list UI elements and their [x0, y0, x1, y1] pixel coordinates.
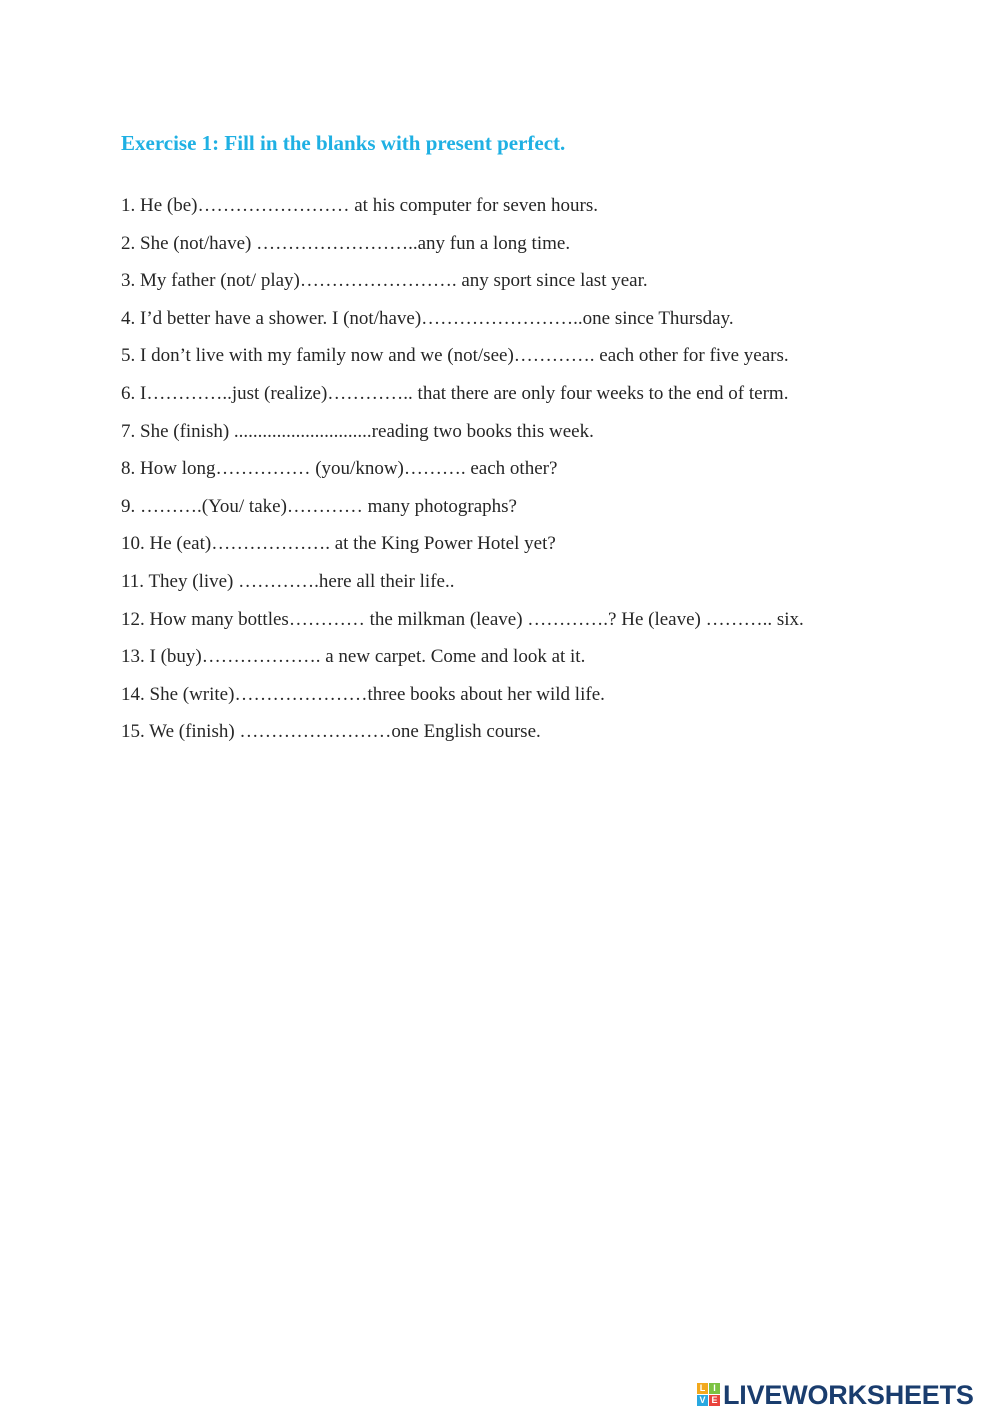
question-1: 1. He (be)…………………… at his computer for seven hours.: [121, 195, 599, 216]
question-10: 10. He (eat)………………. at the King Power Hotel yet?: [121, 533, 556, 555]
question-15: 15. We (finish) ……………………one English course.: [121, 721, 541, 743]
question-13: 13. I (buy)………………. a new carpet. Come and look at it.: [121, 646, 586, 668]
logo-text: LIVEWORKSHEETS: [723, 1379, 974, 1410]
question-7: 7. She (finish) .............................reading two books this week.: [121, 420, 594, 442]
logo-block-v: V: [697, 1395, 708, 1406]
question-2: 2. She (not/have) ……………………..any fun a long time.: [121, 232, 571, 254]
question-9: 9. ……….(You/ take)………… many photographs?: [121, 495, 517, 517]
question-11: 11. They (live) ………….here all their life..: [121, 570, 455, 592]
question-list: [121, 187, 879, 751]
exercise-title: Exercise 1: Fill in the blanks with present perfect.: [121, 131, 566, 155]
question-4: 4. I’d better have a shower. I (not/have)……………………..one since Thursday.: [121, 307, 734, 329]
question-14: 14. She (write)…………………three books about her wild life.: [121, 683, 605, 705]
question-3: 3. My father (not/ play)……………………. any sport since last year.: [121, 270, 648, 292]
logo-block-i: I: [709, 1383, 720, 1394]
question-8: 8. How long…………… (you/know)………. each other?: [121, 458, 558, 480]
liveworksheets-logo: [697, 1378, 974, 1412]
logo-blocks-icon: [697, 1383, 721, 1407]
logo-block-l: L: [697, 1383, 708, 1394]
question-6: 6. I…………..just (realize)………….. that there are only four weeks to the end of term.: [121, 382, 789, 404]
question-5: 5. I don’t live with my family now and we (not/see)…………. each other for five years.: [121, 345, 789, 367]
question-12: 12. How many bottles………… the milkman (leave) ………….? He (leave) ……….. six.: [121, 608, 804, 630]
logo-block-e: E: [709, 1395, 720, 1406]
